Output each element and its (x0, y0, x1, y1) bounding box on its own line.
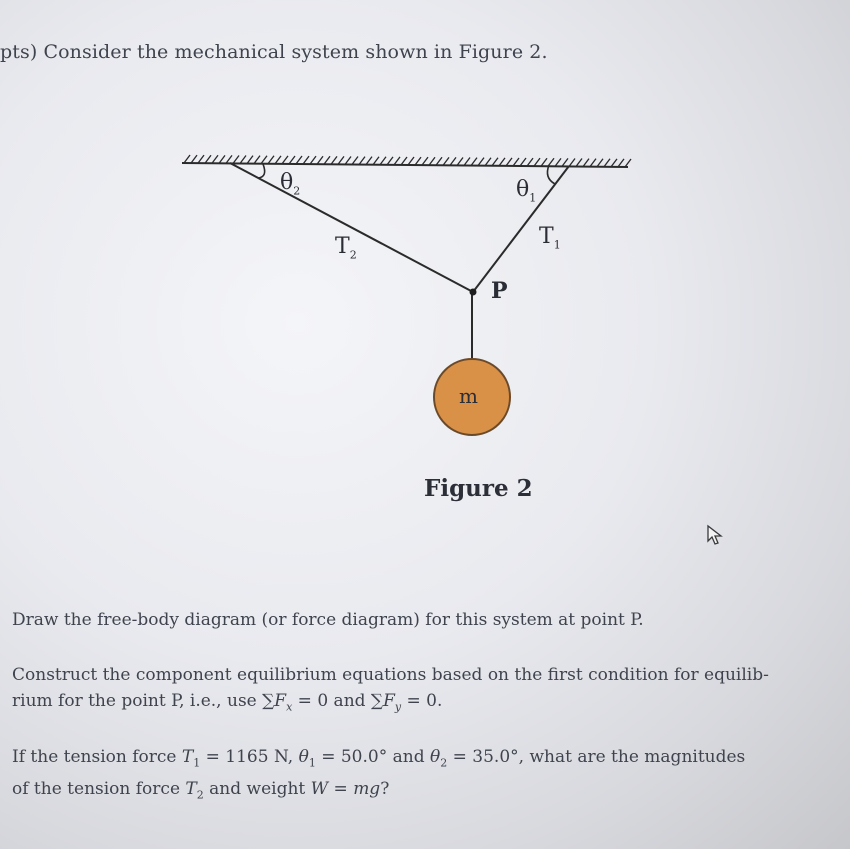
label-point-p: P (491, 278, 508, 304)
hatch-mark (282, 156, 288, 164)
hatch-mark (408, 157, 414, 165)
hatch-mark (562, 158, 568, 166)
hatch-mark (387, 157, 393, 165)
hatch-mark (359, 157, 365, 165)
hatch-mark (415, 157, 421, 165)
hatch-mark (254, 156, 260, 164)
hatch-mark (499, 158, 505, 166)
hatch-mark (520, 158, 526, 166)
hatch-mark (576, 159, 582, 167)
rope-t2 (230, 163, 473, 292)
hatch-mark (296, 156, 302, 164)
label-theta2: $\theta_2$ (280, 170, 301, 198)
hatch-mark (492, 158, 498, 166)
hatch-mark (597, 159, 603, 167)
hatch-mark (345, 156, 351, 164)
question-equilibrium-line1: Construct the component equilibrium equations based on the first condition for equilib- (12, 665, 769, 685)
label-t2: $T_2$ (335, 234, 357, 262)
hatch-mark (303, 156, 309, 164)
question-magnitudes (12, 744, 745, 809)
figure-caption: Figure 2 (424, 475, 533, 502)
hatch-mark (534, 158, 540, 166)
question-fbd: Draw the free-body diagram (or force diagram) for this system at point P. (12, 610, 644, 630)
hatch-mark (373, 157, 379, 165)
hatch-mark (352, 157, 358, 165)
hatch-mark (338, 156, 344, 164)
hatch-mark (569, 158, 575, 166)
hatch-mark (240, 156, 246, 164)
point-p-dot (470, 289, 477, 296)
hatch-mark (310, 156, 316, 164)
hatch-mark (478, 158, 484, 166)
hatch-mark (611, 159, 617, 167)
hatch-mark (247, 156, 253, 164)
problem-intro: pts) Consider the mechanical system shown in Figure 2. (0, 41, 548, 63)
question-magnitudes-line1: If the tension force $T_1 = 1165$ N, $\theta_1 = 50.0^\circ$ and $\theta_2 = 35.0^\circ$, what are the magnitudes (12, 747, 746, 770)
hatch-mark (471, 158, 477, 166)
hatch-mark (198, 155, 204, 163)
hatch-mark (394, 157, 400, 165)
hatch-mark (268, 156, 274, 164)
ceiling-line (182, 163, 628, 167)
hatch-mark (226, 155, 232, 163)
hatch-mark (513, 158, 519, 166)
hatch-mark (625, 159, 631, 167)
hatch-mark (590, 159, 596, 167)
hatch-mark (604, 159, 610, 167)
hatch-mark (464, 158, 470, 166)
hatch-mark (324, 156, 330, 164)
label-theta1: $\theta_1$ (516, 177, 537, 205)
hatch-mark (401, 157, 407, 165)
hatch-mark (527, 158, 533, 166)
label-mass: m (459, 384, 478, 408)
hatch-mark (233, 155, 239, 163)
hatch-mark (429, 157, 435, 165)
hatch-mark (618, 159, 624, 167)
angle-arc-theta1 (547, 165, 555, 184)
angle-arc-theta2 (258, 164, 265, 178)
hatch-mark (436, 157, 442, 165)
hatch-mark (457, 157, 463, 165)
hatch-mark (212, 155, 218, 163)
hatch-mark (485, 158, 491, 166)
hatch-mark (380, 157, 386, 165)
hatch-mark (541, 158, 547, 166)
hatch-mark (506, 158, 512, 166)
hatch-mark (261, 156, 267, 164)
hatch-mark (422, 157, 428, 165)
hatch-mark (555, 158, 561, 166)
question-magnitudes-line2: of the tension force $T_2$ and weight W = mg? (12, 779, 390, 802)
question-equilibrium (12, 662, 769, 720)
hatch-mark (331, 156, 337, 164)
hatch-mark (205, 155, 211, 163)
hatch-mark (219, 155, 225, 163)
hatch-mark (184, 155, 190, 163)
hatch-mark (317, 156, 323, 164)
hatch-mark (443, 157, 449, 165)
label-t1: $T_1$ (539, 224, 561, 252)
mechanical-system-diagram (170, 140, 640, 520)
hatch-mark (191, 155, 197, 163)
hatch-mark (366, 157, 372, 165)
mouse-pointer-icon (706, 524, 724, 546)
hatch-mark (275, 156, 281, 164)
hatch-mark (289, 156, 295, 164)
figure-2 (170, 140, 640, 520)
hatch-mark (583, 159, 589, 167)
hatch-mark (450, 157, 456, 165)
question-equilibrium-line2: rium for the point P, i.e., use $\sum F_x = 0$ and $\sum F_y = 0$. (12, 691, 443, 714)
